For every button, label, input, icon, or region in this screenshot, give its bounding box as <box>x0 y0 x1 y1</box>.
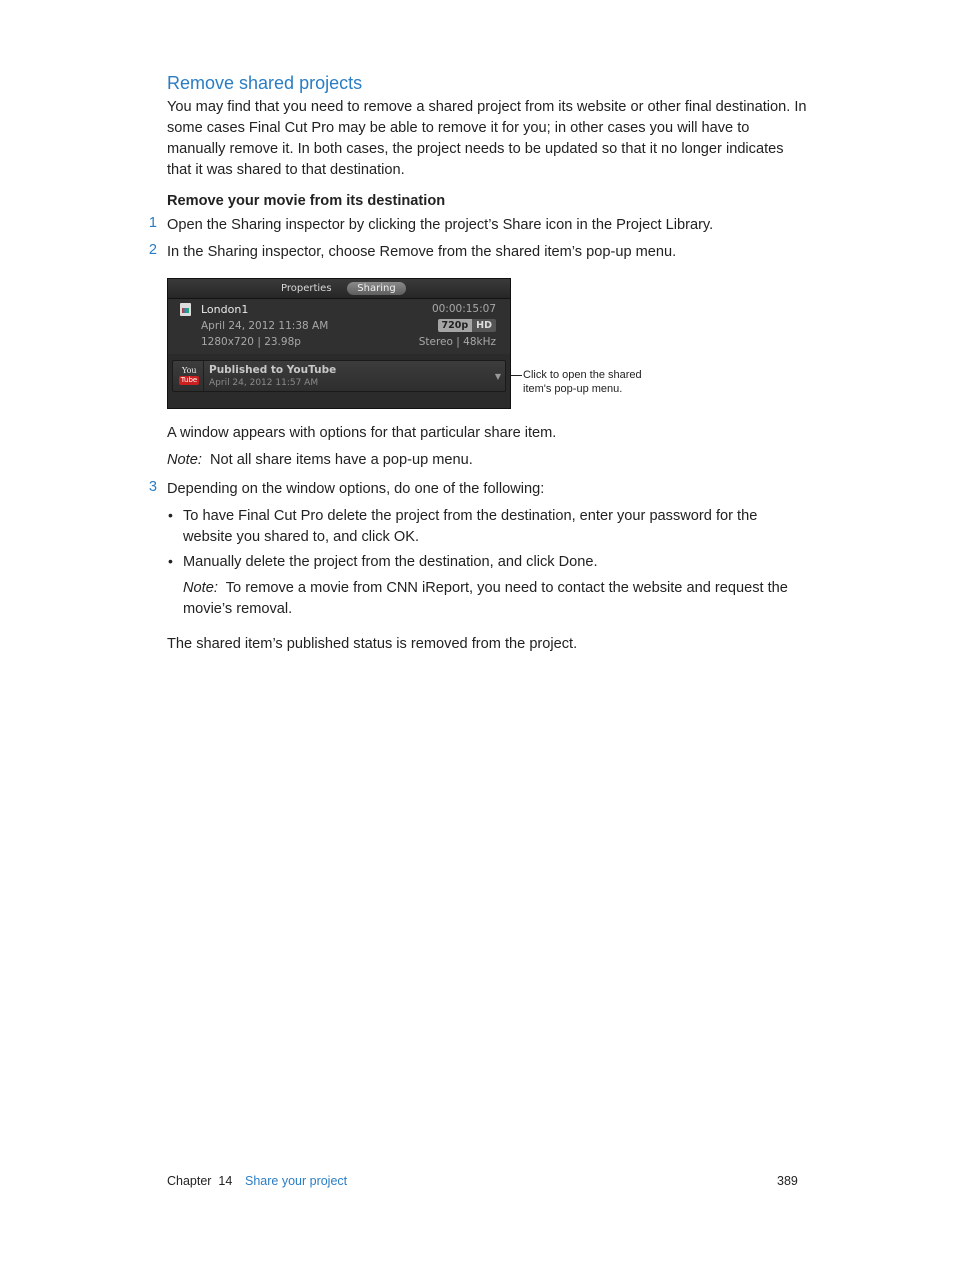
section-heading: Remove shared projects <box>167 73 363 93</box>
intro-paragraph: You may find that you need to remove a shared project from its website or other final destination. In some cases Final Cut Pro may be able to remove it for you; in other cases you will have to manually remove it. In both cases, the project needs to be updated so that it no longer indicates that it was shared to that destination. <box>167 99 807 178</box>
project-film-icon <box>180 303 191 316</box>
note-text: Not all share items have a pop-up menu. <box>210 452 473 468</box>
youtube-icon-tube: Tube <box>180 376 198 384</box>
callout-line <box>511 375 522 376</box>
bullet-dot: • <box>168 507 173 523</box>
bullet-dot: • <box>168 553 173 569</box>
footer-chapter-link[interactable]: Share your project <box>245 1174 348 1188</box>
note-text: To remove a movie from CNN iReport, you need to contact the website and request the movie’s removal. <box>183 580 788 617</box>
project-duration: 00:00:15:07 <box>431 303 496 315</box>
row-divider <box>203 361 204 391</box>
shared-item-date: April 24, 2012 11:57 AM <box>209 378 319 388</box>
after-image-text: A window appears with options for that particular share item. <box>167 425 557 441</box>
project-resolution: 1280x720 | 23.98p <box>201 336 301 348</box>
badge-hd: HD <box>472 319 496 332</box>
note-1 <box>167 450 807 471</box>
badge-720p: 720p <box>438 319 473 332</box>
format-badges <box>438 319 496 332</box>
step-number: 3 <box>148 479 157 495</box>
project-audio: Stereo | 48kHz <box>418 336 496 348</box>
youtube-icon-you: You <box>182 366 197 375</box>
bullet-item: Manually delete the project from the destination, and click Done. <box>183 554 598 570</box>
note-label: Note: <box>183 580 218 596</box>
step-number: 2 <box>148 242 157 258</box>
footer-chapter: Chapter 14 <box>167 1174 233 1188</box>
step-number: 1 <box>148 215 157 231</box>
sharing-inspector <box>167 278 511 409</box>
tab-properties[interactable]: Properties <box>281 283 332 294</box>
inspector-tab-bar <box>168 279 510 299</box>
callout-text: Click to open the shared item's pop-up menu. <box>523 369 642 395</box>
shared-item-row[interactable] <box>172 360 506 392</box>
shared-item-title: Published to YouTube <box>209 364 337 376</box>
youtube-icon <box>179 366 199 385</box>
note-label: Note: <box>167 452 202 468</box>
note-2 <box>183 578 803 620</box>
step-text: In the Sharing inspector, choose Remove from the shared item’s pop-up menu. <box>167 244 677 260</box>
project-name: London1 <box>201 303 249 316</box>
page-number: 389 <box>777 1174 798 1188</box>
project-info <box>168 299 510 354</box>
task-heading: Remove your movie from its destination <box>167 193 446 209</box>
closing-text: The shared item’s published status is removed from the project. <box>167 636 578 652</box>
bullet-item: To have Final Cut Pro delete the project from the destination, enter your password for the website you shared to, and click OK. <box>183 508 758 545</box>
tab-sharing[interactable]: Sharing <box>347 282 406 295</box>
step-text: Open the Sharing inspector by clicking the project’s Share icon in the Project Library. <box>167 217 714 233</box>
project-date: April 24, 2012 11:38 AM <box>201 320 329 332</box>
popup-menu-arrow-icon[interactable]: ▼ <box>494 372 501 381</box>
step-text: Depending on the window options, do one of the following: <box>167 481 545 497</box>
